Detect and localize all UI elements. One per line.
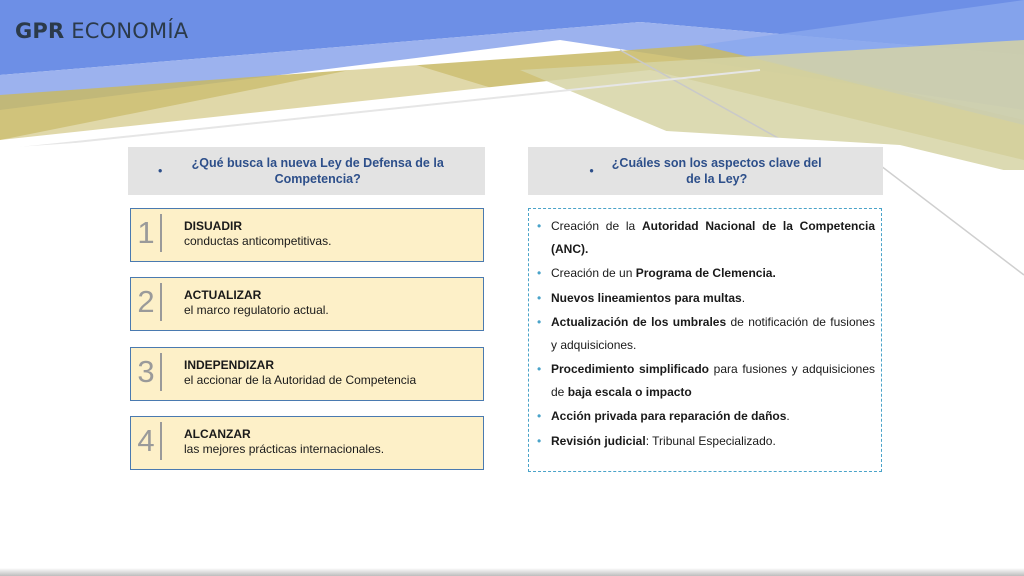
key-aspects-list — [537, 215, 875, 452]
goal-text — [184, 358, 416, 388]
bullet: • — [589, 164, 594, 178]
aspect-item: • Creación de la Autoridad Nacional de la Competencia (ANC). — [537, 215, 875, 260]
slide-bottom-shadow — [0, 568, 1024, 576]
goal-title: DISUADIR — [184, 219, 243, 233]
goal-desc: el accionar de la Autoridad de Competencia — [184, 373, 417, 387]
question-right-header — [528, 147, 883, 195]
goal-card-3 — [130, 347, 484, 401]
aspect-item: • Procedimiento simplificado para fusiones y adquisiciones de baja escala o impacto — [537, 358, 875, 403]
question-right-text — [612, 155, 822, 187]
goal-title: ALCANZAR — [184, 427, 251, 441]
goal-number: 4 — [137, 423, 155, 458]
goal-divider — [160, 353, 162, 391]
goal-card-1 — [130, 208, 484, 262]
aspect-item: • Creación de un Programa de Clemencia. — [537, 262, 875, 285]
aspect-item: • Actualización de los umbrales de notificación de fusiones y adquisiciones. — [537, 311, 875, 356]
goal-number: 2 — [137, 284, 155, 319]
goal-text — [184, 288, 329, 318]
goal-text — [184, 219, 331, 249]
question-right-line1: ¿Cuáles son los aspectos clave del — [611, 156, 822, 170]
goal-desc: conductas anticompetitivas. — [184, 234, 332, 248]
question-left-text: ¿Qué busca la nueva Ley de Defensa de la Competencia? — [191, 156, 444, 186]
goal-divider — [160, 422, 162, 460]
goal-divider — [160, 283, 162, 321]
goal-title: INDEPENDIZAR — [184, 358, 275, 372]
aspect-item: • Acción privada para reparación de daños. — [537, 405, 875, 428]
goal-number: 3 — [137, 354, 155, 389]
key-aspects-box — [528, 208, 882, 472]
brand-light: ECONOMÍA — [71, 19, 189, 43]
goal-card-2 — [130, 277, 484, 331]
question-right-line2: de la Ley? — [686, 172, 748, 186]
goal-title: ACTUALIZAR — [184, 288, 262, 302]
question-left-header — [128, 147, 485, 195]
goal-number: 1 — [137, 215, 155, 250]
brand-logo — [15, 19, 188, 43]
aspect-item: • Revisión judicial: Tribunal Especializado. — [537, 430, 875, 453]
goal-card-4 — [130, 416, 484, 470]
goal-divider — [160, 214, 162, 252]
aspect-item: • Nuevos lineamientos para multas. — [537, 287, 875, 310]
goal-desc: el marco regulatorio actual. — [184, 303, 329, 317]
bullet: • — [158, 164, 163, 178]
goal-desc: las mejores prácticas internacionales. — [184, 442, 385, 456]
brand-bold: GPR — [15, 19, 65, 43]
goal-text — [184, 427, 384, 457]
